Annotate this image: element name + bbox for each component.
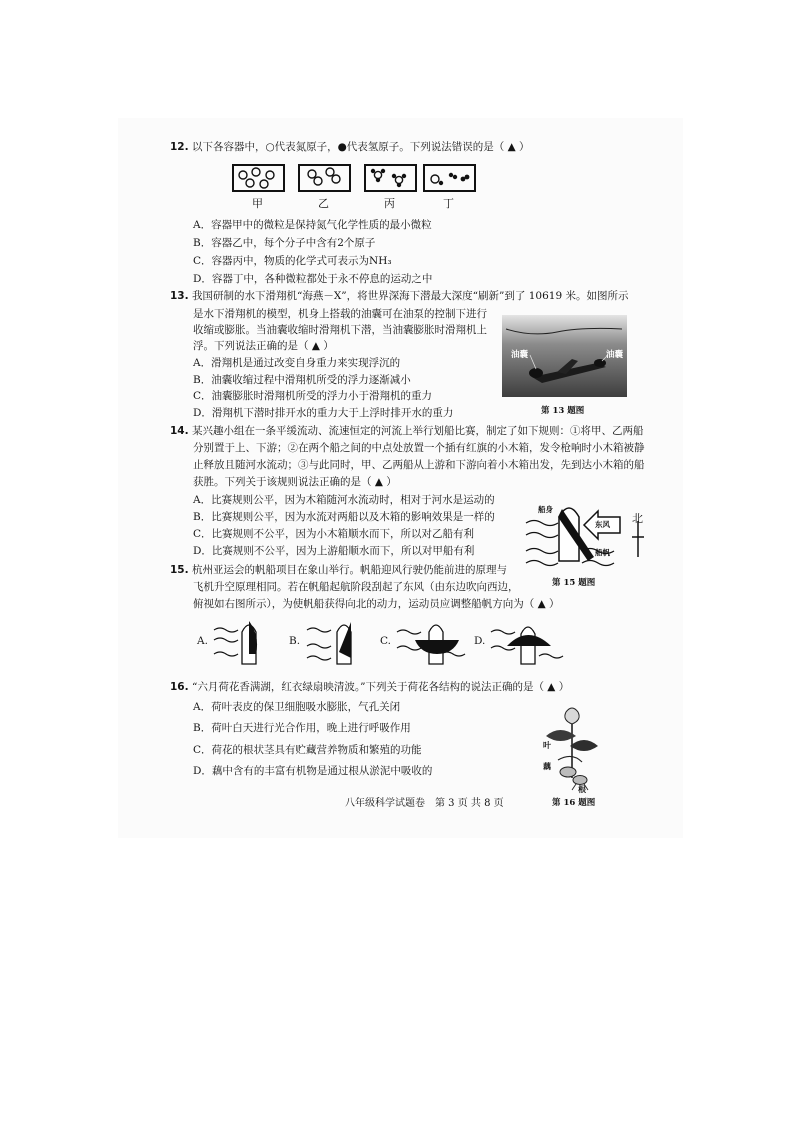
q14-line-4: 获胜。下列关于该规则说法正确的是（ ▲ ） xyxy=(193,476,397,488)
container-label: 乙 xyxy=(318,197,329,210)
q15-line-3: 俯视如右图所示），为使帆船获得向北的动力，运动员应调整船帆方向为（ ▲ ） xyxy=(193,598,560,610)
q14-option-d: D．比赛规则不公平，因为上游船顺水而下，所以对甲船有利 xyxy=(193,545,475,557)
nh3-molecule xyxy=(371,169,385,182)
leaf-label: 叶 xyxy=(543,740,551,750)
q14-option-b: B．比赛规则公平，因为水流对两船以及木箱的影响效果是一样的 xyxy=(193,511,495,523)
q16-figure-caption: 第 16 题图 xyxy=(552,798,596,808)
q15-choice-c-label: C. xyxy=(380,635,391,647)
q15-choice-c-figure xyxy=(395,618,467,668)
sail-label: 船帆 xyxy=(595,548,610,557)
q15-choice-b-label: B. xyxy=(289,635,301,647)
lotus-plant-figure xyxy=(542,706,602,792)
q15-choice-a-label: A. xyxy=(197,635,208,647)
q14-number: 14. xyxy=(170,425,189,437)
container-jia xyxy=(232,164,285,192)
wind-label: 东风 xyxy=(595,520,610,529)
q12-stem-text: 以下各容器中，○代表氮原子，●代表氢原子。下列说法错误的是（ ▲ ） xyxy=(191,141,530,153)
q16-number: 16. xyxy=(170,681,189,693)
q12-option-b: B．容器乙中，每个分子中含有2个原子 xyxy=(193,237,376,249)
q13-line-4: 浮。下列说法正确的是（ ▲ ） xyxy=(193,340,334,352)
q16-stem xyxy=(170,680,569,694)
lotus-root-node xyxy=(560,767,576,777)
q13-line-2: 是水下滑翔机的模型，机身上搭载的油囊可在油泵的控制下进行 xyxy=(193,308,487,320)
lotus-flower xyxy=(565,708,579,724)
hull-label: 船身 xyxy=(538,505,553,514)
q14-line-2: 分别置于上、下游；②在两个船之间的中点处放置一个插有红旗的小木箱，发令枪响时小木箱被静 xyxy=(193,442,645,454)
q16-option-b: B．荷叶白天进行光合作用，晚上进行呼吸作用 xyxy=(193,722,411,734)
q15-line-2: 飞机升空原理相同。若在帆船起航阶段刮起了东风（由东边吹向西边， xyxy=(193,581,519,593)
q16-stem-text: “六月荷花香满湖，红衣绿扇映清波。”下列关于荷花各结构的说法正确的是（ ▲ ） xyxy=(191,681,570,693)
q14-line-1 xyxy=(170,424,643,438)
q13-line-1 xyxy=(170,289,628,303)
q16-option-a: A．荷叶表皮的保卫细胞吸水膨胀，气孔关闭 xyxy=(193,701,401,713)
q15-choice-a-figure xyxy=(212,618,272,668)
lotus-root-label: 藕 xyxy=(543,761,551,771)
q16-option-d: D．藕中含有的丰富有机物是通过根从淤泥中吸收的 xyxy=(193,765,433,777)
q16-option-c: C．荷花的根状茎具有贮藏营养物质和繁殖的功能 xyxy=(193,744,422,756)
q14-line-1-text: 某兴趣小组在一条平缓流动、流速恒定的河流上举行划船比赛，制定了如下规则：①将甲、乙两船 xyxy=(191,425,644,437)
q13-option-c: C．油囊膨胀时滑翔机所受的浮力小于滑翔机的重力 xyxy=(193,390,433,402)
q12-number: 12. xyxy=(170,141,189,153)
q12-stem xyxy=(170,140,530,154)
q15-choice-b-figure xyxy=(305,618,367,668)
container-label: 甲 xyxy=(252,197,263,210)
q15-figure-caption: 第 15 题图 xyxy=(552,578,596,588)
north-label: 北 xyxy=(632,512,643,525)
nh3-molecule xyxy=(392,174,406,187)
oil-bag-label-right: 油囊 xyxy=(606,350,624,360)
container-jia-particles xyxy=(234,166,283,190)
container-bing xyxy=(364,164,417,192)
page-footer: 八年级科学试题卷 第 3 页 共 8 页 xyxy=(345,798,504,809)
container-yi-particles xyxy=(300,166,349,190)
q15-choice-d-label: D. xyxy=(474,635,486,647)
q15-number: 15. xyxy=(170,564,189,576)
container-ding-particles xyxy=(425,166,474,190)
q12-option-d: D．容器丁中，各种微粒都处于永不停息的运动之中 xyxy=(193,273,433,285)
q13-figure-caption: 第 13 题图 xyxy=(541,406,585,416)
q13-option-b: B．油囊收缩过程中滑翔机所受的浮力逐渐减小 xyxy=(193,374,411,386)
q14-line-3: 止释放且随河水流动；③与此同时，甲、乙两船从上游和下游向着小木箱出发，先到达小木箱的船 xyxy=(193,459,645,471)
sail xyxy=(249,621,257,654)
q13-line-3: 收缩或膨胀。当油囊收缩时滑翔机下潜，当油囊膨胀时滑翔机上 xyxy=(193,324,487,336)
q13-line-1-text: 我国研制的水下滑翔机“海燕－X”，将世界深海下潜最大深度“刷新”到了 10619 米。如图所示 xyxy=(191,290,629,302)
container-label: 丙 xyxy=(384,197,395,210)
q15-line-1 xyxy=(170,563,507,577)
q13-option-a: A．滑翔机是通过改变自身重力来实现浮沉的 xyxy=(193,357,401,369)
sail xyxy=(507,635,551,646)
root-label: 根 xyxy=(578,784,586,794)
container-ding xyxy=(423,164,476,192)
container-yi xyxy=(298,164,351,192)
oil-bag-label-left: 油囊 xyxy=(511,350,529,360)
q13-option-d: D．滑翔机下潜时排开水的重力大于上浮时排开水的重力 xyxy=(193,407,454,419)
sail xyxy=(415,640,459,654)
container-bing-particles xyxy=(366,166,415,190)
q13-number: 13. xyxy=(170,290,189,302)
container-label: 丁 xyxy=(443,197,454,210)
q15-choice-d-figure xyxy=(489,618,565,668)
q15-line-1-text: 杭州亚运会的帆船项目在象山举行。帆船迎风行驶仍能前进的原理与 xyxy=(191,564,507,576)
q14-option-c: C．比赛规则不公平，因为小木箱顺水而下，所以对乙船有利 xyxy=(193,528,475,540)
q12-option-a: A．容器甲中的微粒是保持氮气化学性质的最小微粒 xyxy=(193,219,432,231)
q14-option-a: A．比赛规则公平，因为木箱随河水流动时，相对于河水是运动的 xyxy=(193,494,495,506)
q12-option-c: C．容器丙中，物质的化学式可表示为NH₃ xyxy=(193,255,392,267)
